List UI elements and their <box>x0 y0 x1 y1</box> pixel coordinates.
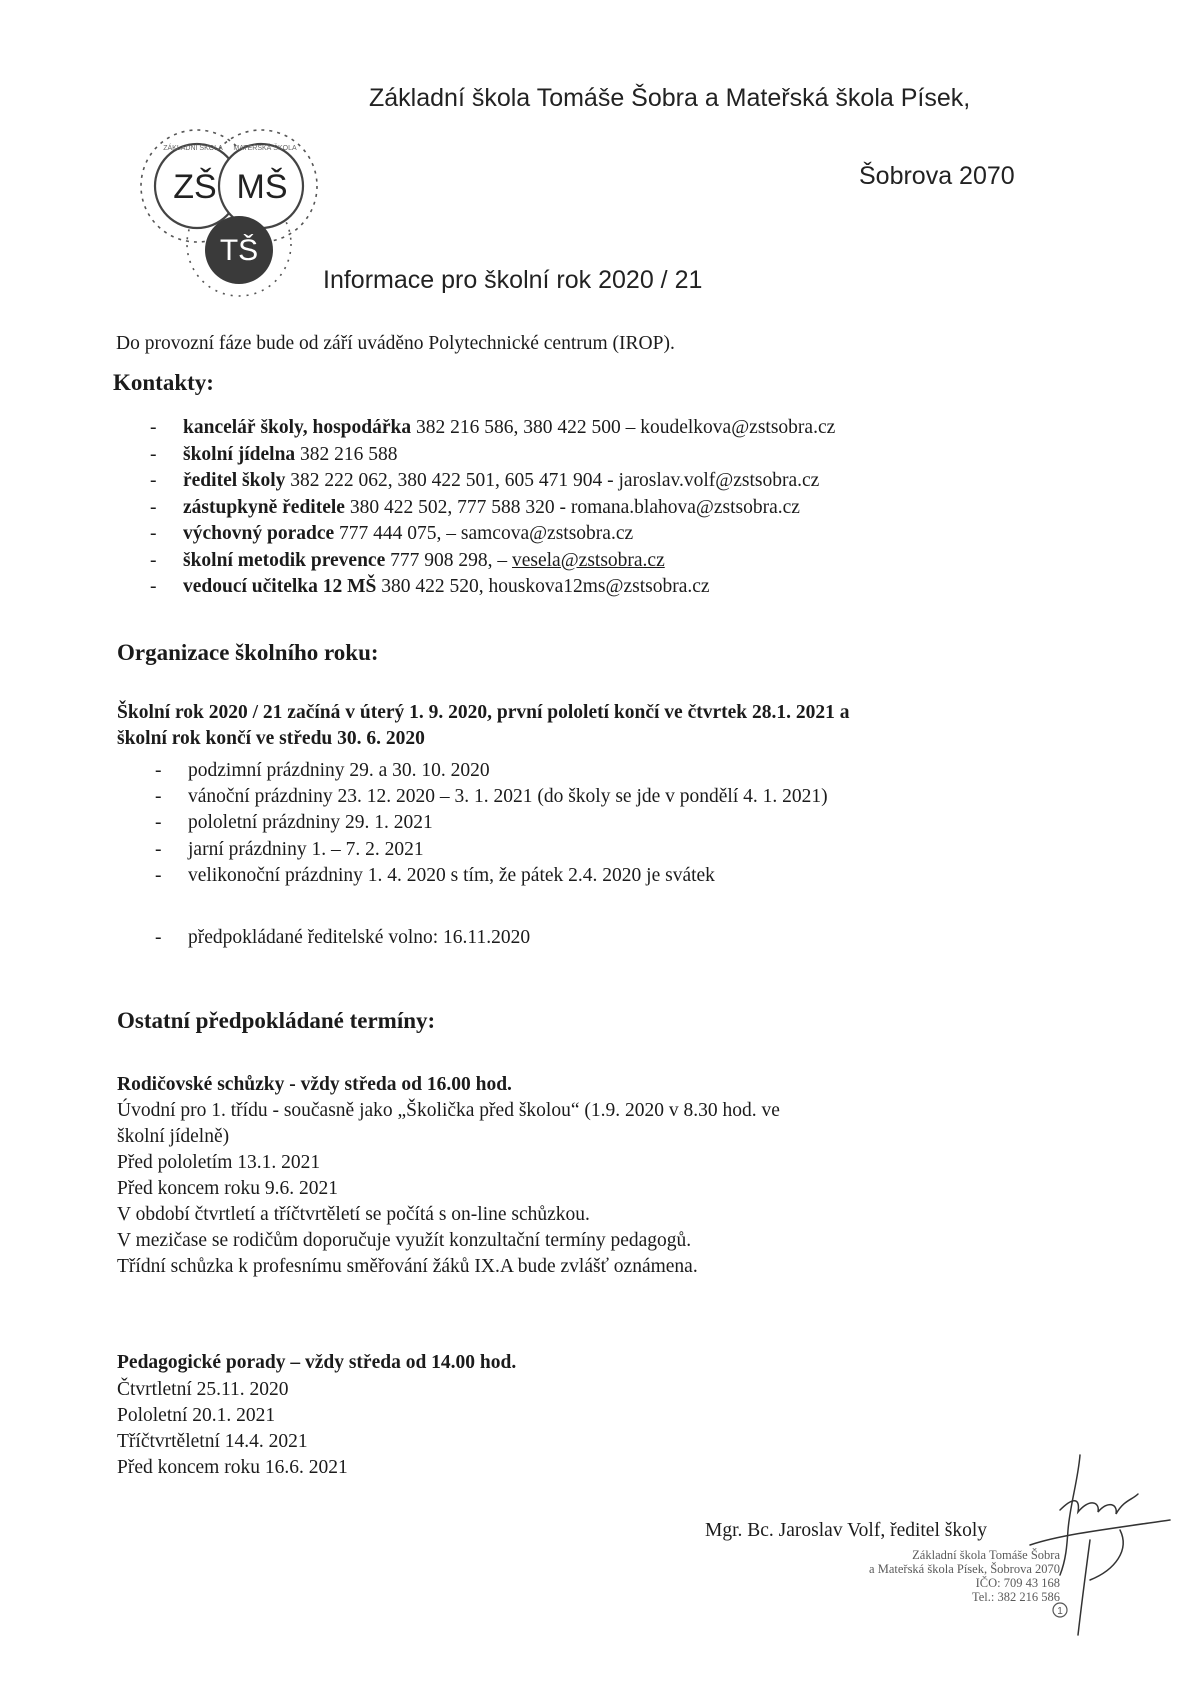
school-address: Šobrova 2070 <box>859 162 1015 190</box>
contact-deputy: - zástupkyně ředitele 380 422 502, 777 588 320 - romana.blahova@zstsobra.cz <box>150 495 835 522</box>
extra-list <box>155 925 530 951</box>
contact-counselor: - výchovný poradce 777 444 075, – samcova@zstsobra.cz <box>150 521 835 548</box>
contact-prevention: - školní metodik prevence 777 908 298, – vesela@zstsobra.cz <box>150 548 835 575</box>
staff-line: Pololetní 20.1. 2021 <box>117 1405 276 1426</box>
intro-text: Do provozní fáze bude od září uváděno Polytechnické centrum (IROP). <box>116 333 675 354</box>
staff-line: Čtvrtletní 25.11. 2020 <box>117 1379 289 1400</box>
stamp-line: IČO: 709 43 168 <box>975 1576 1060 1590</box>
staff-meetings-heading: Pedagogické porady – vždy středa od 14.00 hod. <box>117 1352 517 1373</box>
parents-line: Před koncem roku 9.6. 2021 <box>117 1178 338 1199</box>
school-name: Základní škola Tomáše Šobra a Mateřská škola Písek, <box>369 84 971 112</box>
holiday-item: - velikonoční prázdniny 1. 4. 2020 s tím, že pátek 2.4. 2020 je svátek <box>155 863 828 889</box>
director-day-off: - předpokládané ředitelské volno: 16.11.2020 <box>155 925 530 951</box>
contact-canteen: - školní jídelna 382 216 588 <box>150 442 835 469</box>
prevention-email-link[interactable]: vesela@zstsobra.cz <box>511 549 665 571</box>
parents-line: Třídní schůzka k profesnímu směřování žáků IX.A bude zvlášť oznámena. <box>117 1256 698 1277</box>
stamp-mark: 1 <box>1057 1606 1063 1617</box>
parents-line: V mezičase se rodičům doporučuje využít konzultační termíny pedagogů. <box>117 1230 692 1251</box>
parents-line: Úvodní pro 1. třídu - současně jako „Školička před školou“ (1.9. 2020 v 8.30 hod. ve <box>117 1100 780 1121</box>
document-title: Informace pro školní rok 2020 / 21 <box>323 266 703 294</box>
parents-line: V období čtvrtletí a tříčtvrtěletí se počítá s on-line schůzkou. <box>117 1204 590 1225</box>
signatory-name: Mgr. Bc. Jaroslav Volf, ředitel školy <box>705 1520 988 1541</box>
parents-line: školní jídelně) <box>117 1126 230 1147</box>
logo-zs: ZŠ <box>173 168 217 206</box>
logo-ring-ms: MATEŘSKÁ ŠKOLA <box>233 145 297 152</box>
contact-office: - kancelář školy, hospodářka 382 216 586, 380 422 500 – koudelkova@zstsobra.cz <box>150 415 835 442</box>
parents-meetings-heading: Rodičovské schůzky - vždy středa od 16.00 hod. <box>117 1074 512 1095</box>
parents-line: Před pololetím 13.1. 2021 <box>117 1152 321 1173</box>
logo-ts: TŠ <box>219 234 259 267</box>
holiday-item: - vánoční prázdniny 23. 12. 2020 – 3. 1. 2021 (do školy se jde v pondělí 4. 1. 2021) <box>155 784 828 810</box>
handwritten-signature-icon <box>1020 1450 1195 1645</box>
staff-line: Před koncem roku 16.6. 2021 <box>117 1457 348 1478</box>
logo-ring-zs: ZÁKLADNÍ ŠKOLA <box>163 145 223 152</box>
organization-heading: Organizace školního roku: <box>117 640 379 665</box>
contact-kindergarten: - vedoucí učitelka 12 MŠ 380 422 520, houskova12ms@zstsobra.cz <box>150 574 835 601</box>
staff-line: Tříčtvrtěletní 14.4. 2021 <box>117 1431 308 1452</box>
staff-meetings-list <box>117 1377 348 1481</box>
logo-ms: MŠ <box>236 168 288 206</box>
organization-lead-2: školní rok končí ve středu 30. 6. 2020 <box>117 728 425 749</box>
holidays-list <box>155 758 828 889</box>
holiday-item: - podzimní prázdniny 29. a 30. 10. 2020 <box>155 758 828 784</box>
contact-director: - ředitel školy 382 222 062, 380 422 501, 605 471 904 - jaroslav.volf@zstsobra.cz <box>150 468 835 495</box>
contacts-heading: Kontakty: <box>113 370 214 395</box>
organization-lead-1: Školní rok 2020 / 21 začíná v úterý 1. 9. 2020, první pololetí končí ve čtvrtek 28.1. 2021 a <box>117 702 850 723</box>
contacts-list <box>150 415 835 601</box>
parents-meetings-list <box>117 1098 780 1280</box>
other-terms-heading: Ostatní předpokládané termíny: <box>117 1008 436 1033</box>
stamp-line: Tel.: 382 216 586 <box>971 1590 1060 1604</box>
stamp-line: Základní škola Tomáše Šobra <box>912 1548 1060 1562</box>
school-gears-logo-icon <box>135 126 355 306</box>
stamp-line: a Mateřská škola Písek, Šobrova 2070 <box>869 1562 1060 1576</box>
holiday-item: - pololetní prázdniny 29. 1. 2021 <box>155 810 828 836</box>
holiday-item: - jarní prázdniny 1. – 7. 2. 2021 <box>155 837 828 863</box>
